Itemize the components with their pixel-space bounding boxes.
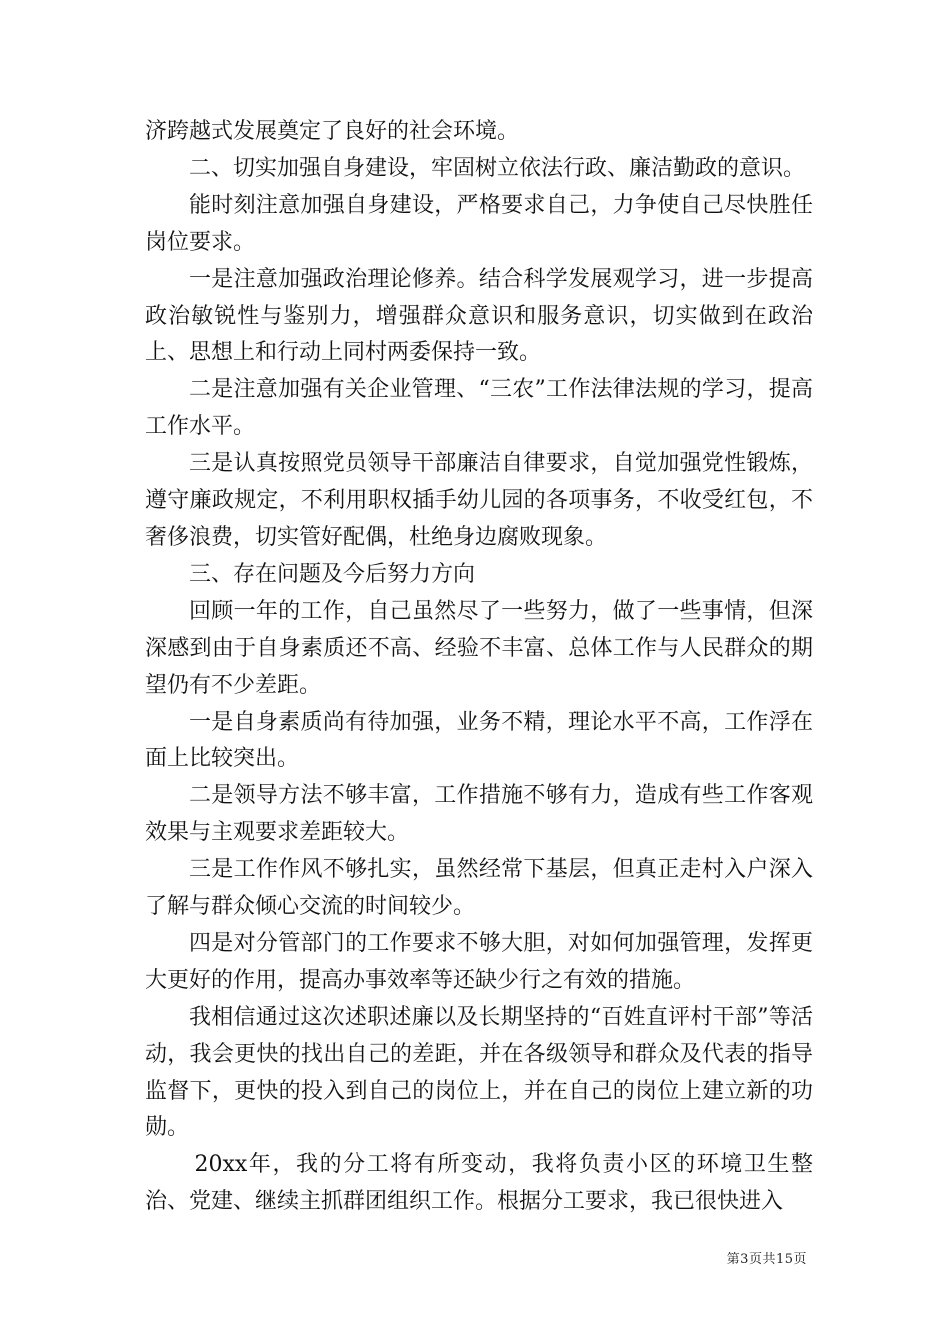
paragraph: 能时刻注意加强自身建设，严格要求自己，力争使自己尽快胜任岗位要求。 [145,192,813,255]
section-heading-3: 三、存在问题及今后努力方向 [189,561,476,587]
paragraph: 四是对分管部门的工作要求不够大胆，对如何加强管理，发挥更大更好的作用，提高办事效率等还缺少行之有效的措施。 [145,930,813,993]
paragraph: 二是领导方法不够丰富，工作措施不够有力，造成有些工作客观效果与主观要求差距较大。 [145,783,813,846]
paragraph: 20xx年，我的分工将有所变动，我将负责小区的环境卫生整治、党建、继续主抓群团组织工作。根据分工要求，我已很快进入 [145,1152,813,1215]
section-heading-2: 二、切实加强自身建设，牢固树立依法行政、廉洁勤政的意识。 [189,155,806,181]
paragraph: 我相信通过这次述职述廉以及长期坚持的“百姓直评村干部”等活动，我会更快的找出自己的差距，并在各级领导和群众及代表的指导监督下，更快的投入到自己的岗位上，并在自己的岗位上建立新的功勋。 [145,1004,813,1141]
paragraph: 三是工作作风不够扎实，虽然经常下基层，但真正走村入户深入了解与群众倾心交流的时间较少。 [145,857,813,920]
paragraph: 一是自身素质尚有待加强，业务不精，理论水平不高，工作浮在面上比较突出。 [145,709,813,772]
paragraph: 回顾一年的工作，自己虽然尽了一些努力，做了一些事情，但深深感到由于自身素质还不高、经验不丰富、总体工作与人民群众的期望仍有不少差距。 [145,598,813,698]
paragraph: 一是注意加强政治理论修养。结合科学发展观学习，进一步提高政治敏锐性与鉴别力，增强群众意识和服务意识，切实做到在政治上、思想上和行动上同村两委保持一致。 [145,266,813,366]
paragraph: 三是认真按照党员领导干部廉洁自律要求，自觉加强党性锻炼，遵守廉政规定，不利用职权插手幼儿园的各项事务，不收受红包，不奢侈浪费，切实管好配偶，杜绝身边腐败现象。 [145,451,813,550]
paragraph-continuation: 济跨越式发展奠定了良好的社会环境。 [145,119,520,144]
paragraph: 二是注意加强有关企业管理、“三农”工作法律法规的学习，提高工作水平。 [145,377,813,440]
page-number: 第3页共15页 [726,1252,807,1267]
body-text [145,114,813,1221]
